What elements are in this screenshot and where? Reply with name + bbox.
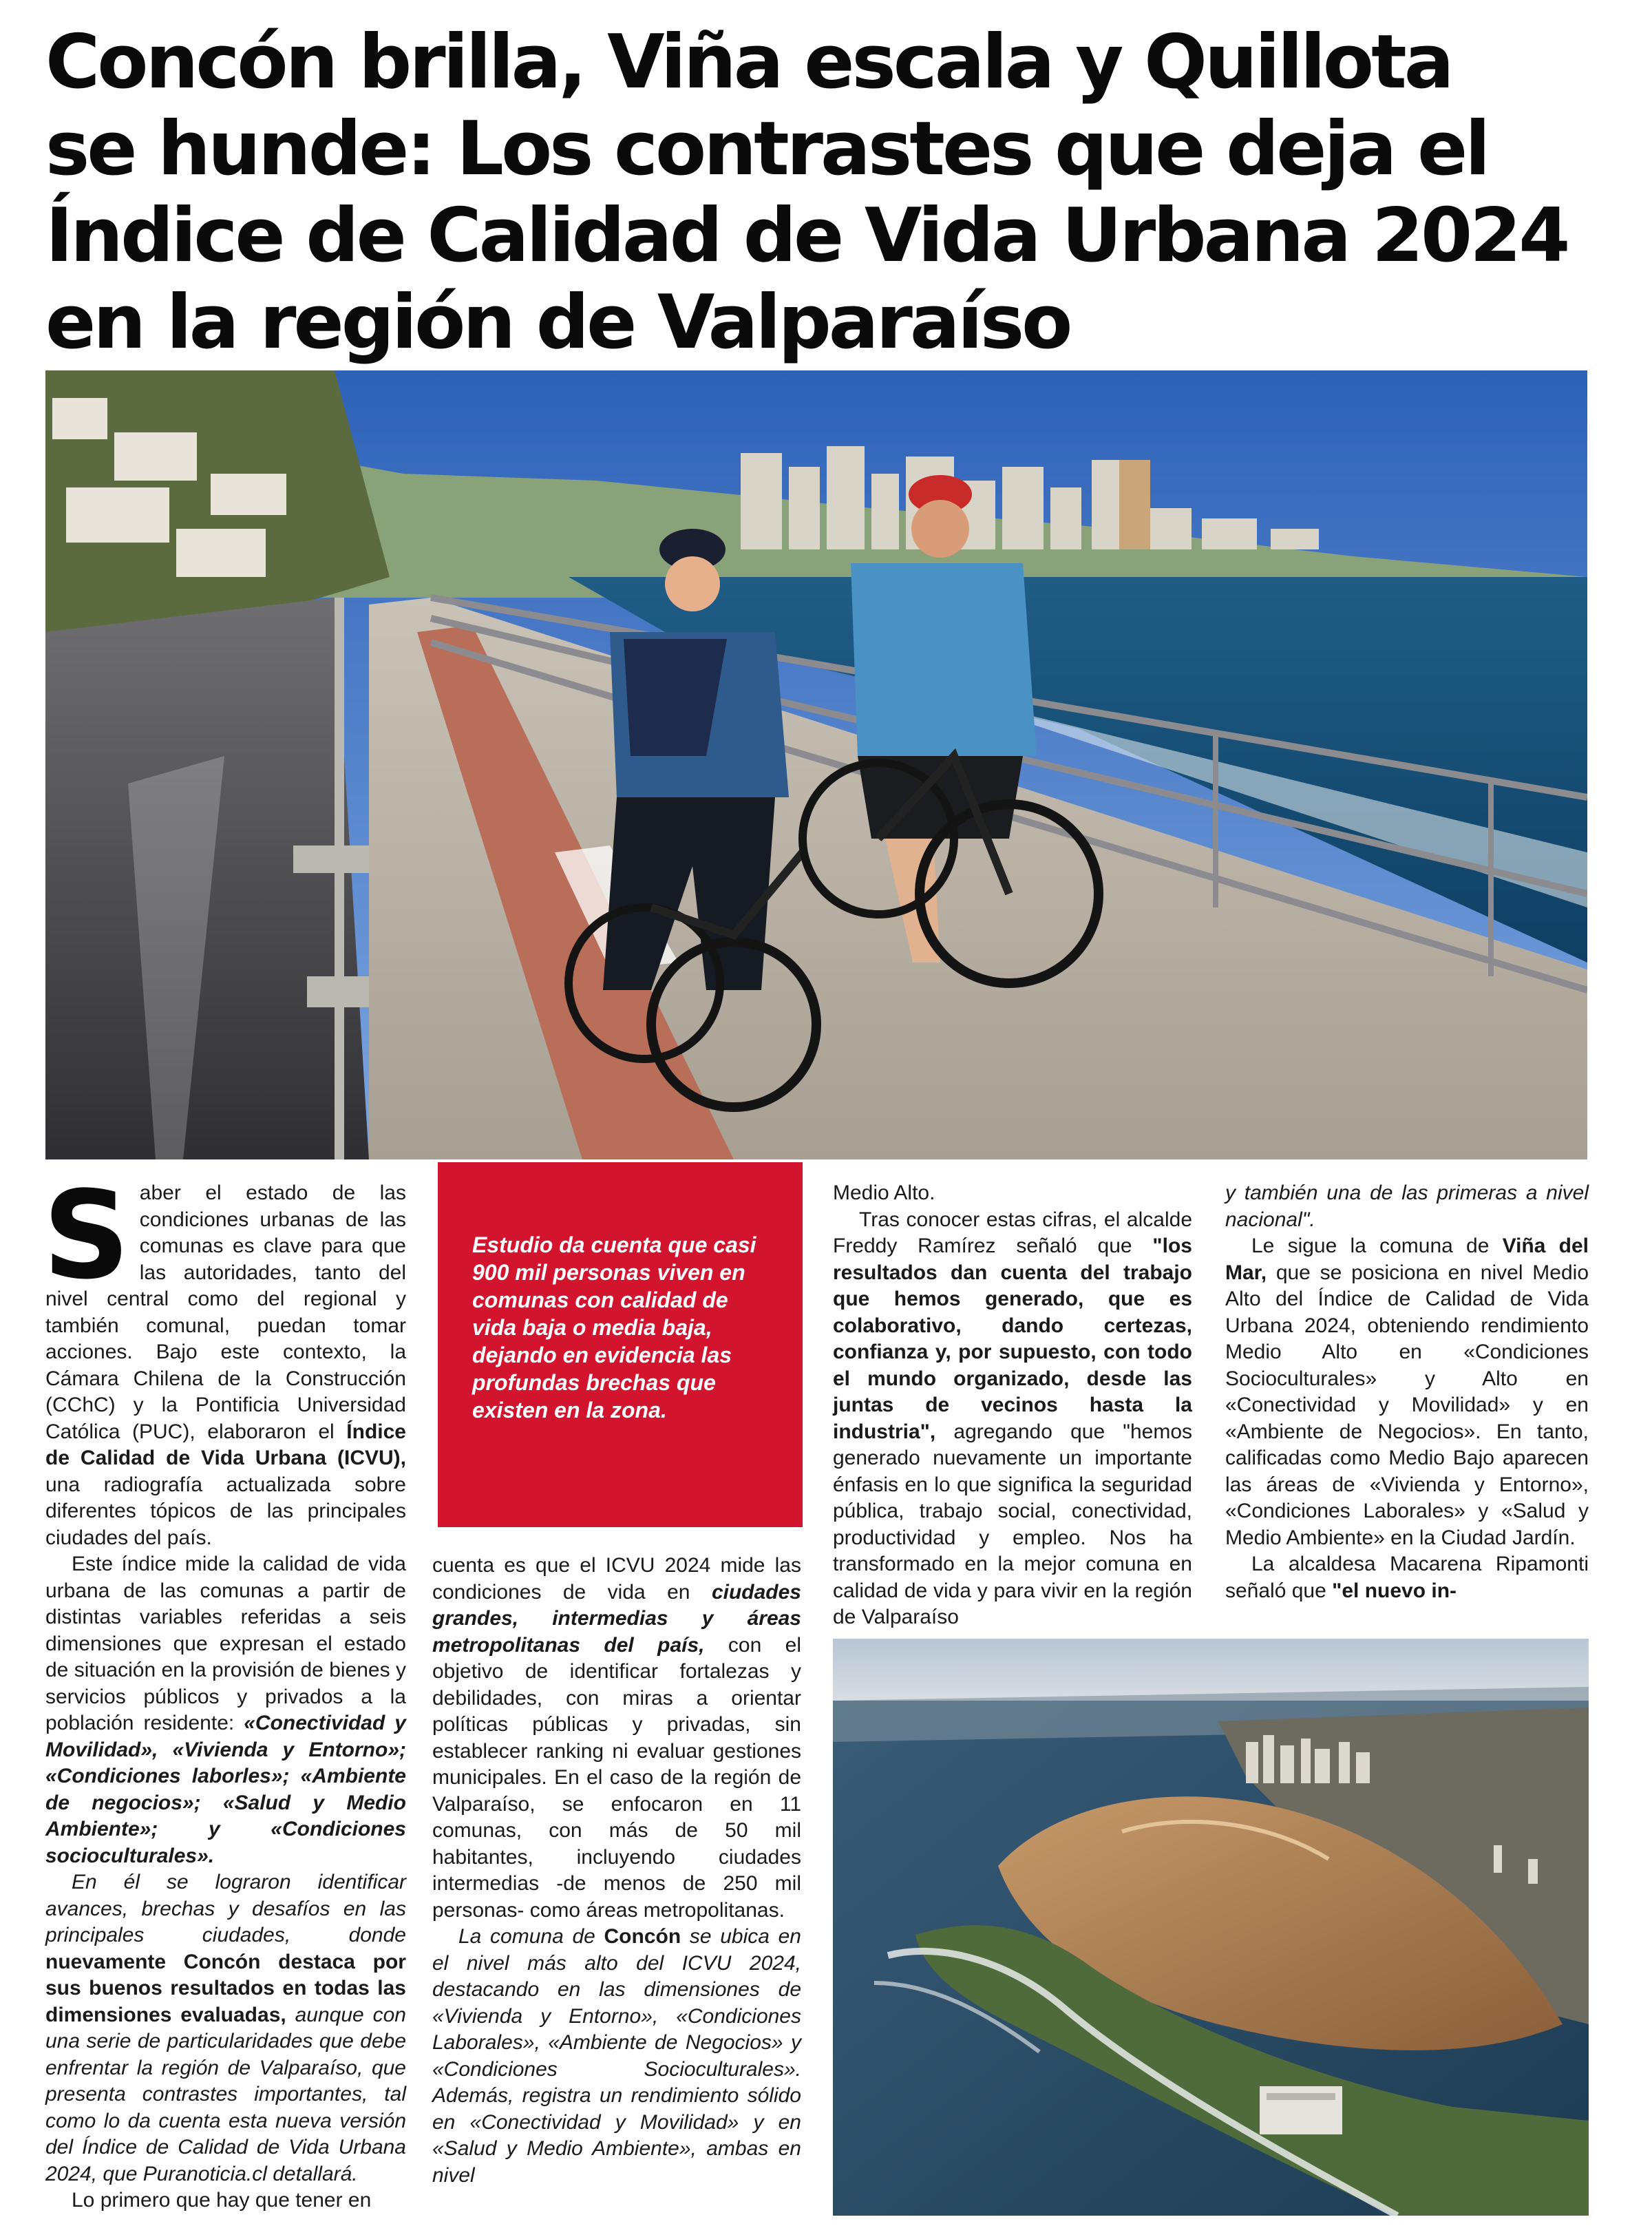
- text-span: una radiografía actualizada sobre diferentes tópicos de las principales ciudades del país.: [45, 1473, 406, 1549]
- paragraph: [1225, 1180, 1589, 1233]
- aerial-photo-coast: [833, 1639, 1589, 2216]
- headline-line-4: en la región de Valparaíso: [45, 280, 1070, 366]
- paragraph: [432, 1924, 801, 2189]
- pull-quote-text: Estudio da cuenta que casi 900 mil personas viven en comunas con calidad de vida baja o media baja, dejando en evidencia las profundas brechas que existen en la zona.: [472, 1232, 756, 1422]
- text-span: Lo primero que hay que tener en: [72, 2189, 372, 2212]
- paragraph: [45, 1869, 406, 2187]
- bold-span: nuevamente Concón destaca por sus buenos resultados en todas las dimensiones evaluadas,: [45, 1950, 406, 2026]
- bold-span: "los resultados dan cuenta del trabajo que hemos generado, que es colaborativo, dando certezas, confianza y, por supuesto, con todo el mundo organizado, desde las juntas de vecinos hasta la industria",: [833, 1235, 1192, 1443]
- text-span: Este índice mide la calidad de vida urbana de las comunas a partir de distintas variables referidas a seis dimensiones que expresan el estado de situación en la provisión de bienes y servicios públicos y privados a la población residente:: [45, 1553, 406, 1734]
- article-column-4: [1225, 1180, 1589, 1604]
- pull-quote-box: [438, 1162, 803, 1527]
- paragraph: [1225, 1551, 1589, 1604]
- text-span: con el objetivo de identificar fortalezas y debilidades, con miras a orientar políticas públicas y privadas, sin establecer ranking ni evaluar gestiones municipales. En el caso de la región de Valparaíso, se enfocaron en 11 comunas, con más de 50 mil habitantes, incluyendo ciudades intermedias -de menos de 250 mil personas- como áreas metropolitanas.: [432, 1633, 801, 1922]
- main-photo-cyclists: [45, 370, 1587, 1159]
- text-span: que se posiciona en nivel Medio Alto del Índice de Calidad de Vida Urbana 2024, obteniendo rendimiento Medio Alto en «Condiciones Socioculturales» y Alto en «Conectividad y Movilidad» y en «Ambiente de Negocios». En tanto, calificadas como Medio Bajo aparecen las áreas de «Vivienda y Entorno», «Condiciones Laborales» y «Salud y Medio Ambiente» en la Ciudad Jardín.: [1225, 1261, 1589, 1549]
- text-span: aber el estado de las condiciones urbanas de las comunas es clave para que las autoridades, tanto del nivel central como del regional y también comunal, puedan tomar acciones. Bajo este contexto, la Cámara Chilena de la Construcción (CChC) y la Pontificia Universidad Católica (PUC), elaboraron el: [45, 1181, 406, 1443]
- text-span: La alcaldesa Macarena Ripamonti señaló que: [1225, 1553, 1589, 1602]
- paragraph: [833, 1207, 1192, 1631]
- headline-line-3: Índice de Calidad de Vida Urbana 2024: [45, 193, 1568, 279]
- aerial-coast-illustration: [833, 1639, 1589, 2216]
- paragraph: [45, 1551, 406, 1869]
- headline-line-2: se hunde: Los contrastes que deja el: [45, 106, 1488, 192]
- text-span: Medio Alto.: [833, 1181, 935, 1204]
- paragraph: [1225, 1233, 1589, 1551]
- text-span: cuenta es que el ICVU 2024 mide las condiciones de vida en: [432, 1554, 801, 1604]
- article-column-2: [432, 1553, 801, 2189]
- headline-line-1: Concón brilla, Viña escala y Quillota: [45, 19, 1452, 105]
- text-span: Le sigue la comuna de: [1251, 1235, 1503, 1257]
- paragraph: [45, 2187, 406, 2214]
- bold-span: Viña del Mar,: [1225, 1235, 1589, 1284]
- bold-italic-span: «Conectividad y Movilidad», «Vivienda y Entorno»; «Condiciones laborles»; «Ambiente de negocios»; «Salud y Medio Ambiente»; y «Condiciones socioculturales».: [45, 1712, 406, 1867]
- bold-span: Concón: [604, 1925, 681, 1948]
- paragraph: [833, 1180, 1192, 1207]
- paragraph-intro: [43, 1165, 406, 1551]
- text-span: agregando que "hemos generado nuevamente un importante énfasis en lo que significa la seguridad pública, trabajo social, conectividad, productividad y empleo. Nos ha transformado en la mejor comuna en calidad de vida y para vivir en la región de Valparaíso: [833, 1420, 1192, 1628]
- italic-span: y también una de las primeras a nivel nacional".: [1225, 1181, 1589, 1231]
- paragraph: [432, 1553, 801, 1924]
- bold-span: "el nuevo in-: [1332, 1579, 1457, 1602]
- bold-span: Índice de Calidad de Vida Urbana (ICVU),: [45, 1420, 406, 1469]
- italic-span: se ubica en el nivel más alto del ICVU 2024, destacando en las dimensiones de «Vivienda y Entorno», «Condiciones Laborales», «Ambiente de Negocios» y «Condiciones Socioculturales». Además, registra un rendimiento sólido en «Conectividad y Movilidad» y en «Salud y Medio Ambiente», ambas en nivel: [432, 1925, 801, 2187]
- italic-span: En él se lograron identificar avances, brechas y desafíos en las principales ciudades, donde: [45, 1871, 406, 1946]
- dropcap: S: [43, 1165, 130, 1306]
- text-span: Tras conocer estas cifras, el alcalde Freddy Ramírez señaló que: [833, 1208, 1192, 1257]
- italic-span: aunque con una serie de particularidades que debe enfrentar la región de Valparaíso, que presenta contrastes importantes, tal como lo da cuenta esta nueva versión del Índice de Calidad de Vida Urbana 2024, que Puranoticia.cl detallará.: [45, 2003, 406, 2185]
- article-column-1: [43, 1165, 406, 2214]
- bold-italic-span: ciudades grandes, intermedias y áreas metropolitanas del país,: [432, 1580, 801, 1657]
- cyclists-illustration: [45, 370, 1587, 1159]
- article-column-3: [833, 1180, 1192, 1631]
- headline: [45, 19, 1608, 366]
- italic-span: La comuna de: [458, 1925, 604, 1948]
